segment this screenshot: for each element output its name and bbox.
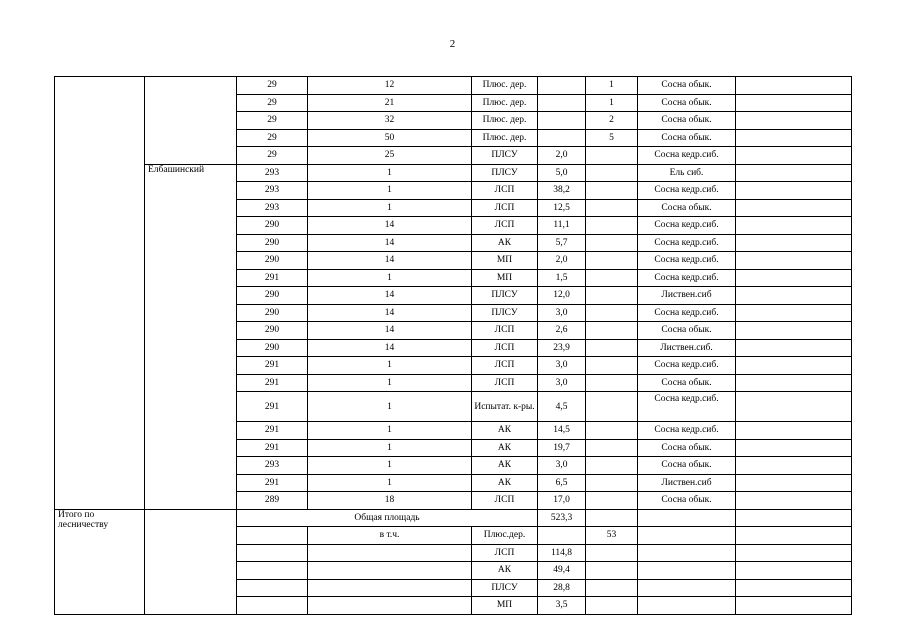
area-cell: 14,5 — [538, 422, 586, 440]
breakdown-count — [586, 597, 638, 615]
plot-cell: 1 — [308, 164, 472, 182]
area-cell: 2,0 — [538, 147, 586, 165]
quarter-cell: 290 — [237, 287, 308, 305]
plot-cell: 1 — [308, 357, 472, 375]
plot-cell: 1 — [308, 474, 472, 492]
empty-cell — [736, 357, 852, 375]
plot-cell: 1 — [308, 439, 472, 457]
empty-cell — [237, 597, 308, 615]
quarter-cell: 293 — [237, 199, 308, 217]
table-row — [55, 164, 852, 182]
area-cell: 23,9 — [538, 339, 586, 357]
plot-cell: 1 — [308, 374, 472, 392]
empty-cell — [736, 252, 852, 270]
incl-cell: в т.ч. — [308, 527, 472, 545]
count-cell — [586, 457, 638, 475]
count-cell — [586, 357, 638, 375]
count-cell — [586, 269, 638, 287]
count-cell — [586, 234, 638, 252]
empty-cell — [736, 544, 852, 562]
count-cell: 1 — [586, 77, 638, 95]
count-cell — [586, 374, 638, 392]
empty-cell — [638, 527, 736, 545]
type-cell: АК — [472, 457, 538, 475]
count-cell — [586, 164, 638, 182]
empty-cell — [736, 492, 852, 510]
type-cell: АК — [472, 439, 538, 457]
quarter-cell: 291 — [237, 474, 308, 492]
species-cell: Сосна обык. — [638, 129, 736, 147]
type-cell: Испытат. к-ры. — [472, 392, 538, 422]
area-cell: 11,1 — [538, 217, 586, 235]
total-area-label: Общая площадь — [237, 509, 538, 527]
empty-cell — [736, 304, 852, 322]
plot-cell: 14 — [308, 234, 472, 252]
count-cell — [586, 147, 638, 165]
count-cell — [586, 392, 638, 422]
breakdown-area: 49,4 — [538, 562, 586, 580]
empty-cell — [736, 269, 852, 287]
empty-cell — [237, 579, 308, 597]
species-cell: Сосна кедр.сиб. — [638, 234, 736, 252]
empty-cell — [736, 182, 852, 200]
empty-cell — [237, 527, 308, 545]
empty-cell — [736, 339, 852, 357]
district-name-cell: Елбашинский — [145, 164, 237, 509]
type-cell: ЛСП — [472, 199, 538, 217]
plot-cell: 32 — [308, 112, 472, 130]
type-cell: ПЛСУ — [472, 147, 538, 165]
area-cell: 2,6 — [538, 322, 586, 340]
quarter-cell: 290 — [237, 217, 308, 235]
plot-cell: 1 — [308, 457, 472, 475]
plot-cell: 18 — [308, 492, 472, 510]
type-cell: АК — [472, 422, 538, 440]
empty-cell — [736, 322, 852, 340]
breakdown-area: 3,5 — [538, 597, 586, 615]
type-cell: ПЛСУ — [472, 164, 538, 182]
area-cell: 5,7 — [538, 234, 586, 252]
empty-cell — [736, 562, 852, 580]
area-cell: 17,0 — [538, 492, 586, 510]
count-cell — [586, 439, 638, 457]
type-cell: МП — [472, 269, 538, 287]
count-cell — [586, 252, 638, 270]
plot-cell: 12 — [308, 77, 472, 95]
type-cell: ПЛСУ — [472, 287, 538, 305]
quarter-cell: 290 — [237, 339, 308, 357]
breakdown-count: 53 — [586, 527, 638, 545]
breakdown-area: 114,8 — [538, 544, 586, 562]
breakdown-count — [586, 544, 638, 562]
table-row — [55, 77, 852, 95]
type-cell: ЛСП — [472, 374, 538, 392]
quarter-cell: 293 — [237, 182, 308, 200]
type-cell: Плюс. дер. — [472, 112, 538, 130]
breakdown-count — [586, 562, 638, 580]
quarter-cell: 291 — [237, 439, 308, 457]
empty-cell — [638, 544, 736, 562]
plot-cell: 1 — [308, 199, 472, 217]
species-cell: Сосна кедр.сиб. — [638, 252, 736, 270]
type-cell: ЛСП — [472, 182, 538, 200]
count-cell — [586, 199, 638, 217]
species-cell: Листвен.сиб — [638, 474, 736, 492]
empty-cell — [736, 392, 852, 422]
type-cell: ЛСП — [472, 217, 538, 235]
empty-cell — [638, 562, 736, 580]
quarter-cell: 291 — [237, 357, 308, 375]
area-cell: 2,0 — [538, 252, 586, 270]
table-body — [55, 77, 852, 615]
empty-cell — [736, 94, 852, 112]
count-cell — [586, 287, 638, 305]
type-cell: ЛСП — [472, 322, 538, 340]
forest-plots-table — [54, 76, 852, 615]
quarter-cell: 291 — [237, 374, 308, 392]
area-cell: 19,7 — [538, 439, 586, 457]
empty-cell — [736, 527, 852, 545]
species-cell: Сосна обык. — [638, 77, 736, 95]
count-cell: 2 — [586, 112, 638, 130]
type-cell: ПЛСУ — [472, 304, 538, 322]
species-cell: Сосна обык. — [638, 374, 736, 392]
plot-cell: 50 — [308, 129, 472, 147]
species-cell: Ель сиб. — [638, 164, 736, 182]
plot-cell: 14 — [308, 304, 472, 322]
quarter-cell: 29 — [237, 147, 308, 165]
count-cell — [586, 339, 638, 357]
area-cell — [538, 129, 586, 147]
incl-cell — [308, 562, 472, 580]
empty-cell — [638, 509, 736, 527]
area-cell — [538, 94, 586, 112]
empty-cell — [736, 439, 852, 457]
plot-cell: 14 — [308, 322, 472, 340]
empty-cell — [736, 374, 852, 392]
plot-cell: 14 — [308, 339, 472, 357]
breakdown-area: 28,8 — [538, 579, 586, 597]
empty-cell — [237, 544, 308, 562]
species-cell: Сосна обык. — [638, 94, 736, 112]
breakdown-type: ЛСП — [472, 544, 538, 562]
breakdown-area — [538, 527, 586, 545]
species-cell: Сосна обык. — [638, 457, 736, 475]
quarter-cell: 29 — [237, 112, 308, 130]
empty-cell — [736, 509, 852, 527]
count-cell — [586, 304, 638, 322]
species-cell: Сосна кедр.сиб. — [638, 182, 736, 200]
breakdown-count — [586, 579, 638, 597]
quarter-cell: 291 — [237, 392, 308, 422]
quarter-cell: 289 — [237, 492, 308, 510]
empty-cell — [638, 597, 736, 615]
area-cell: 3,0 — [538, 457, 586, 475]
plot-cell: 14 — [308, 217, 472, 235]
quarter-cell: 290 — [237, 252, 308, 270]
area-cell: 5,0 — [538, 164, 586, 182]
area-cell: 12,5 — [538, 199, 586, 217]
empty-cell — [736, 422, 852, 440]
species-cell: Сосна обык. — [638, 439, 736, 457]
species-cell: Сосна кедр.сиб. — [638, 147, 736, 165]
empty-cell — [237, 562, 308, 580]
empty-cell — [736, 234, 852, 252]
count-cell — [586, 217, 638, 235]
type-cell: ЛСП — [472, 357, 538, 375]
area-cell — [538, 77, 586, 95]
empty-cell — [736, 199, 852, 217]
forestry-cell — [55, 77, 145, 510]
empty-cell — [586, 509, 638, 527]
area-cell: 1,5 — [538, 269, 586, 287]
area-cell: 6,5 — [538, 474, 586, 492]
quarter-cell: 290 — [237, 322, 308, 340]
species-cell: Сосна кедр.сиб. — [638, 392, 736, 422]
quarter-cell: 290 — [237, 304, 308, 322]
empty-cell — [736, 147, 852, 165]
area-cell: 12,0 — [538, 287, 586, 305]
species-cell: Сосна кедр.сиб. — [638, 422, 736, 440]
area-cell: 38,2 — [538, 182, 586, 200]
count-cell — [586, 492, 638, 510]
breakdown-type: АК — [472, 562, 538, 580]
type-cell: АК — [472, 234, 538, 252]
empty-cell — [736, 287, 852, 305]
plot-cell: 1 — [308, 269, 472, 287]
plot-cell: 14 — [308, 287, 472, 305]
district-cell-1 — [145, 77, 237, 165]
empty-cell — [736, 129, 852, 147]
type-cell: ЛСП — [472, 339, 538, 357]
empty-cell — [736, 474, 852, 492]
quarter-cell: 29 — [237, 129, 308, 147]
species-cell: Сосна обык. — [638, 492, 736, 510]
plot-cell: 14 — [308, 252, 472, 270]
count-cell: 1 — [586, 94, 638, 112]
empty-cell — [736, 112, 852, 130]
quarter-cell: 290 — [237, 234, 308, 252]
plot-cell: 25 — [308, 147, 472, 165]
empty-cell — [736, 77, 852, 95]
quarter-cell: 291 — [237, 269, 308, 287]
empty-cell — [736, 217, 852, 235]
incl-cell — [308, 597, 472, 615]
breakdown-type: Плюс.дер. — [472, 527, 538, 545]
type-cell: Плюс. дер. — [472, 94, 538, 112]
type-cell: ЛСП — [472, 492, 538, 510]
quarter-cell: 293 — [237, 457, 308, 475]
count-cell — [586, 182, 638, 200]
type-cell: Плюс. дер. — [472, 129, 538, 147]
empty-cell — [736, 579, 852, 597]
total-label-cell: Итого по лесничеству — [55, 509, 145, 614]
type-cell: Плюс. дер. — [472, 77, 538, 95]
page-number: 2 — [449, 38, 456, 50]
area-cell: 3,0 — [538, 374, 586, 392]
area-cell: 3,0 — [538, 304, 586, 322]
species-cell: Листвен.сиб. — [638, 339, 736, 357]
area-cell — [538, 112, 586, 130]
species-cell: Листвен.сиб — [638, 287, 736, 305]
plot-cell: 21 — [308, 94, 472, 112]
species-cell: Сосна обык. — [638, 199, 736, 217]
empty-cell — [145, 509, 237, 614]
quarter-cell: 29 — [237, 77, 308, 95]
total-row — [55, 509, 852, 527]
count-cell: 5 — [586, 129, 638, 147]
species-cell: Сосна обык. — [638, 112, 736, 130]
count-cell — [586, 322, 638, 340]
plot-cell: 1 — [308, 182, 472, 200]
count-cell — [586, 422, 638, 440]
empty-cell — [736, 164, 852, 182]
species-cell: Сосна обык. — [638, 322, 736, 340]
species-cell: Сосна кедр.сиб. — [638, 269, 736, 287]
breakdown-type: ПЛСУ — [472, 579, 538, 597]
empty-cell — [638, 579, 736, 597]
total-area-value: 523,3 — [538, 509, 586, 527]
type-cell: МП — [472, 252, 538, 270]
incl-cell — [308, 544, 472, 562]
area-cell: 3,0 — [538, 357, 586, 375]
count-cell — [586, 474, 638, 492]
quarter-cell: 293 — [237, 164, 308, 182]
species-cell: Сосна кедр.сиб. — [638, 217, 736, 235]
quarter-cell: 291 — [237, 422, 308, 440]
quarter-cell: 29 — [237, 94, 308, 112]
type-cell: АК — [472, 474, 538, 492]
empty-cell — [736, 597, 852, 615]
empty-cell — [736, 457, 852, 475]
area-cell: 4,5 — [538, 392, 586, 422]
plot-cell: 1 — [308, 422, 472, 440]
breakdown-type: МП — [472, 597, 538, 615]
incl-cell — [308, 579, 472, 597]
species-cell: Сосна кедр.сиб. — [638, 304, 736, 322]
plot-cell: 1 — [308, 392, 472, 422]
species-cell: Сосна кедр.сиб. — [638, 357, 736, 375]
